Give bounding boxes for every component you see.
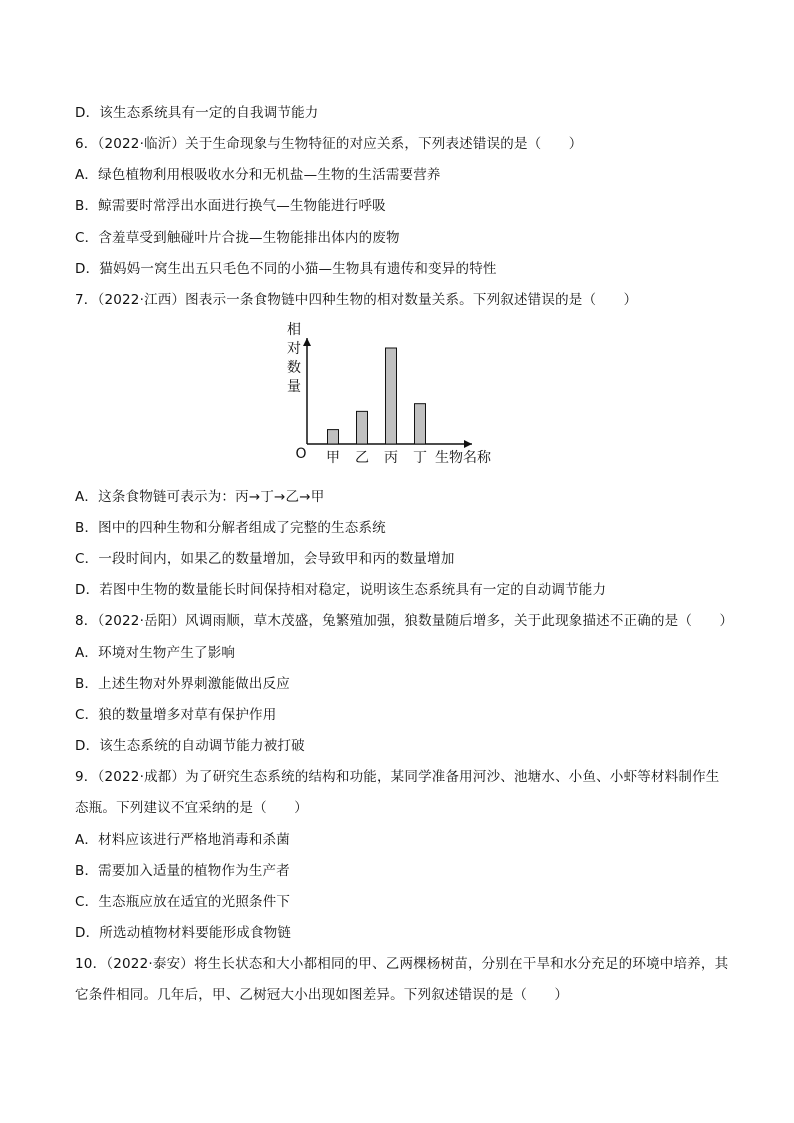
x-axis-label: 生物名称 <box>435 450 491 466</box>
chart-bars <box>328 348 426 444</box>
bar-chart-svg <box>280 318 500 468</box>
question-8: 8．（2022·岳阳）风调雨顺，草木茂盛，兔繁殖加强，狼数量随后增多，关于此现象描述不正确的是（ ） <box>75 613 734 629</box>
option-b-6: B．鲸需要时常浮出水面进行换气—生物能进行呼吸 <box>75 198 386 214</box>
option-a-9: A．材料应该进行严格地消毒和杀菌 <box>75 832 290 848</box>
bar-丙 <box>386 348 397 444</box>
question-10-line1: 10．（2022·泰安）将生长状态和大小都相同的甲、乙两棵杨树苗，分别在干旱和水分充足的环境中培养，其 <box>75 956 729 972</box>
x-tick-label: 乙 <box>355 450 369 466</box>
option-a-6: A．绿色植物利用根吸收水分和无机盐—生物的生活需要营养 <box>75 167 441 183</box>
x-tick-label: 丙 <box>384 450 398 466</box>
option-b-8: B．上述生物对外界刺激能做出反应 <box>75 676 290 692</box>
option-c-6: C．含羞草受到触碰叶片合拢—生物能排出体内的废物 <box>75 230 400 246</box>
option-c-7: C．一段时间内，如果乙的数量增加，会导致甲和丙的数量增加 <box>75 551 455 567</box>
question-9-line2: 态瓶。下列建议不宜采纳的是（ ） <box>75 800 308 816</box>
x-axis-arrow <box>464 440 472 448</box>
option-b-9: B．需要加入适量的植物作为生产者 <box>75 863 290 879</box>
option-d-6: D．猫妈妈一窝生出五只毛色不同的小猫—生物具有遗传和变异的特性 <box>75 261 497 277</box>
option-a-7: A．这条食物链可表示为：丙→丁→乙→甲 <box>75 489 325 505</box>
bar-甲 <box>328 430 339 444</box>
y-axis-arrow <box>303 338 311 346</box>
question-7: 7．（2022·江西）图表示一条食物链中四种生物的相对数量关系。下列叙述错误的是（ ） <box>75 292 638 308</box>
option-d-8: D．该生态系统的自动调节能力被打破 <box>75 738 305 754</box>
y-axis-label-char: 对 <box>287 341 301 357</box>
option-c-9: C．生态瓶应放在适宜的光照条件下 <box>75 894 291 910</box>
option-a-8: A．环境对生物产生了影响 <box>75 645 236 661</box>
option-c-8: C．狼的数量增多对草有保护作用 <box>75 707 277 723</box>
option-d-7: D．若图中生物的数量能长时间保持相对稳定，说明该生态系统具有一定的自动调节能力 <box>75 582 607 598</box>
option-d-9: D．所选动植物材料要能形成食物链 <box>75 925 292 941</box>
option-d-5: D．该生态系统具有一定的自我调节能力 <box>75 105 319 121</box>
y-axis-label-char: 量 <box>287 379 301 395</box>
x-tick-label: 丁 <box>413 450 427 466</box>
y-axis-label-char: 相 <box>287 322 301 338</box>
y-axis-label-char: 数 <box>287 360 301 376</box>
bar-乙 <box>357 411 368 444</box>
option-b-7: B．图中的四种生物和分解者组成了完整的生态系统 <box>75 520 386 536</box>
x-tick-label: 甲 <box>326 450 340 466</box>
question-6: 6．（2022·临沂）关于生命现象与生物特征的对应关系，下列表述错误的是（ ） <box>75 136 583 152</box>
question-10-line2: 它条件相同。几年后，甲、乙树冠大小出现如图差异。下列叙述错误的是（ ） <box>75 987 569 1003</box>
question-9-line1: 9．（2022·成都）为了研究生态系统的结构和功能，某同学准备用河沙、池塘水、小鱼、小虾等材料制作生 <box>75 769 720 785</box>
bar-丁 <box>415 404 426 444</box>
origin-label: O <box>295 446 307 462</box>
food-chain-bar-chart <box>280 318 500 468</box>
